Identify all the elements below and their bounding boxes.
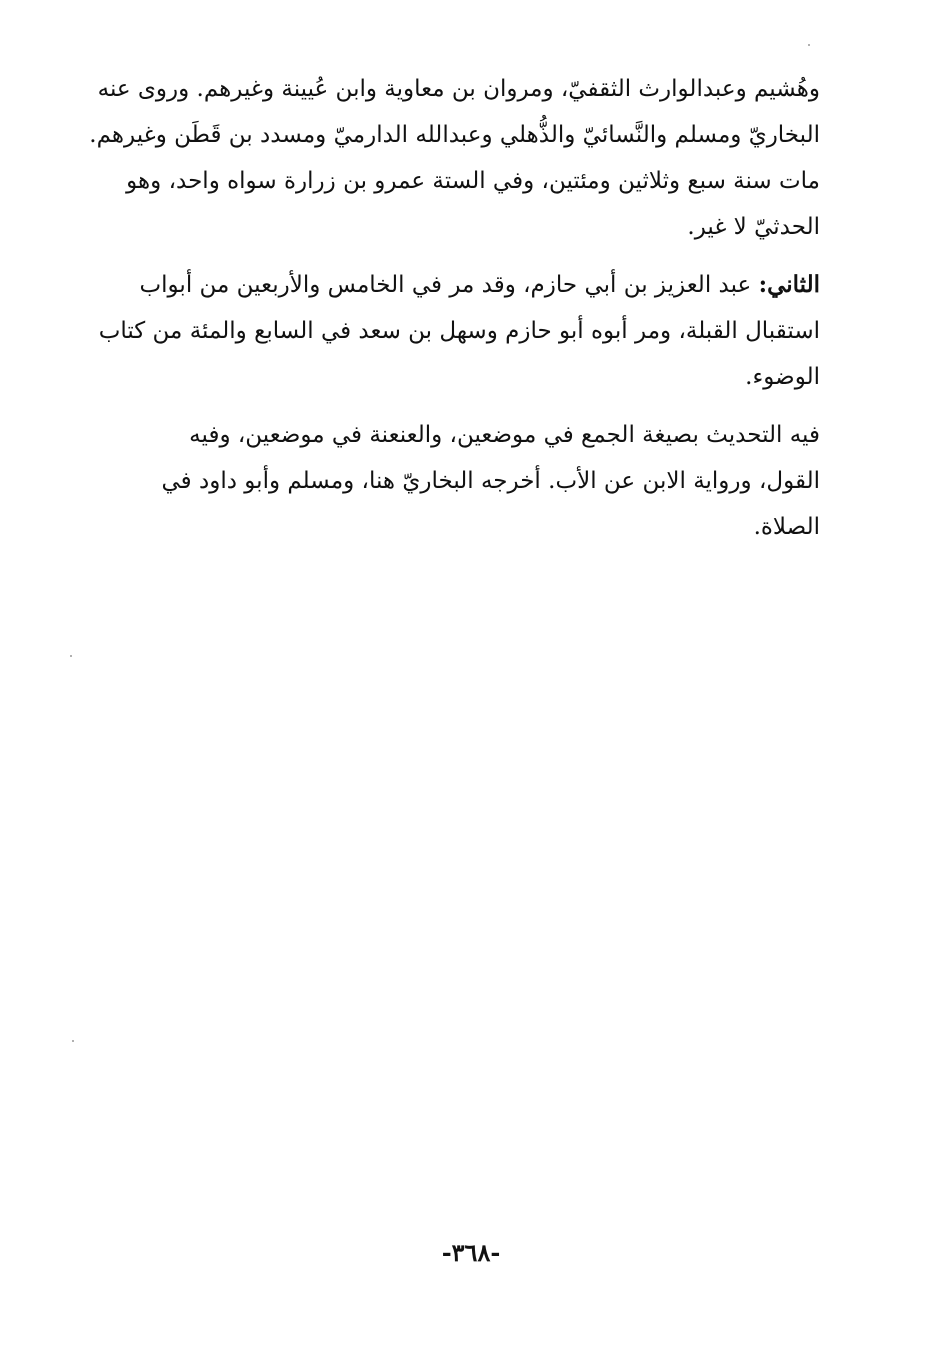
text-line: القول، ورواية الابن عن الأب. أخرجه البخاريّ هنا، ومسلم وأبو داود في bbox=[161, 468, 820, 494]
text-line: فيه التحديث بصيغة الجمع في موضعين، والعنعنة في موضعين، وفيه bbox=[189, 422, 820, 448]
scan-speck bbox=[70, 655, 72, 657]
text-line: الوضوء. bbox=[745, 364, 820, 390]
paragraph-notes bbox=[140, 412, 820, 550]
text-line: البخاريّ ومسلم والنَّسائيّ والذُّهلي وعبدالله الدارميّ ومسدد بن قَطَن وغيرهم. bbox=[89, 122, 820, 148]
page-number: -٣٦٨- bbox=[441, 1238, 501, 1267]
text-line: استقبال القبلة، ومر أبوه أبو حازم وسهل بن سعد في السابع والمئة من كتاب bbox=[98, 318, 820, 344]
section-lead-heading: الثاني: bbox=[758, 271, 820, 298]
scan-speck bbox=[72, 1040, 74, 1042]
paragraph-narrators bbox=[89, 66, 820, 250]
text-line: الحدثيّ لا غير. bbox=[687, 214, 820, 240]
paragraph-second-narrator bbox=[98, 262, 820, 400]
scan-speck bbox=[808, 44, 810, 46]
text-line: وهُشيم وعبدالوارث الثقفيّ، ومروان بن معاوية وابن عُيينة وغيرهم. وروى عنه bbox=[97, 76, 820, 102]
text-line bbox=[140, 262, 820, 308]
text-line: الصلاة. bbox=[753, 514, 820, 540]
text-span: عبد العزيز بن أبي حازم، وقد مر في الخامس والأربعين من أبواب bbox=[139, 272, 759, 298]
text-line: مات سنة سبع وثلاثين ومئتين، وفي الستة عمرو بن زرارة سواه واحد، وهو bbox=[126, 168, 820, 194]
